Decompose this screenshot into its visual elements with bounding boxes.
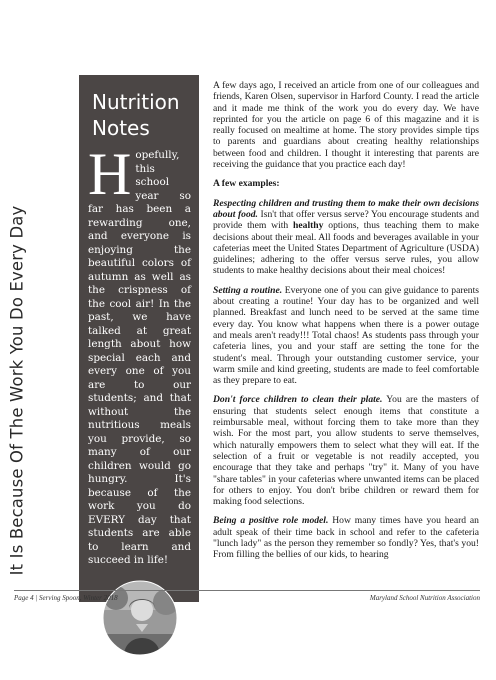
nutrition-notes-sidebar <box>79 75 199 679</box>
section-clean-plate-text: You are the masters of ensuring that students select enough items that constitute a reimbursable meal, without forcing them to take more than they wish. For the most part, you allow students to serve themselves, which naturally empowers them to select what they will eat. If the selection of a fruit or vegetable is not readily accepted, you encourage that they take and perhaps "try" it. Many of you have "share tables" in your cafeterias where unwanted items can be placed for others to enjoy. You don't bribe children or reward them for making food selections. <box>213 394 479 508</box>
intro-paragraph: A few days ago, I received an article from one of our colleagues and friends, Karen Olsen, supervisor in Harford County. I read the article and it made me think of the work you do every day. We have reprinted for you the article on page 6 of this magazine and it is really focused on mealtime at home. The story provides simple tips to parents and guardians about creating healthy relationships between food and children. I thought it interesting that parents are receiving the guidance that you practice each day! <box>213 80 479 171</box>
section-routine-heading: Setting a routine. <box>213 284 283 296</box>
caption-name: Maria Caplon, R.D., L.D. <box>101 662 178 670</box>
section-role-model <box>213 515 479 560</box>
section-respecting-heading: Respecting children and trusting them to make their own decisions about food. <box>213 197 479 220</box>
section-role-model-heading: Being a positive role model. <box>213 515 329 527</box>
footer-right: Maryland School Nutrition Association <box>369 594 480 602</box>
section-respecting-text-b: options, thus teaching them to make decisions about their meal. All foods and beverages available in your cafeterias meet the United States Department of Agriculture (USDA) guidelines; adhering to the offer versus serve rules, you allow students to make healthy decisions about their meal choices! <box>213 220 479 277</box>
sidebar-text: opefully, this school year so far has been a rewarding one, and everyone is enjoying the beautiful colors of autumn as well as the crispness of the cool air! In the past, we have talked at great length about how special each and every one of you are to our students; and that without the nutritious meals you provide, so many of our children would go hungry. It's because of the work you do EVERY day that students are able to learn and succeed in life! <box>88 149 191 566</box>
section-routine <box>213 285 479 387</box>
sidebar-title-line1: Nutrition <box>92 90 180 114</box>
section-clean-plate-heading: Don't force children to clean their plate. <box>213 394 383 406</box>
vertical-title-text: It Is Because Of The Work You Do Every Day <box>7 205 27 575</box>
section-clean-plate <box>213 394 479 507</box>
section-role-model-text: How many times have you heard an adult speak of their time back in school and refer to the cafeteria "lunch lady" as the person they remember so fondly? Yes, that's you! From filling the bellies of our kids, to hearing <box>213 515 479 561</box>
section-respecting-text-a: Isn't that offer versus serve? You encourage students and provide them with <box>213 208 479 232</box>
section-respecting-bold: healthy <box>293 220 324 232</box>
vertical-title <box>0 180 34 600</box>
section-respecting <box>213 198 479 277</box>
article-body <box>213 80 479 600</box>
caption-role: MdSNA Nutrition Chair <box>104 671 175 679</box>
page-footer <box>14 590 480 602</box>
sidebar-title-line2: Notes <box>92 116 150 140</box>
sidebar-body <box>88 141 191 568</box>
footer-left: Page 4 | Serving Spoon, Winter 2018 <box>14 594 118 602</box>
section-routine-text: Everyone one of you can give guidance to parents about creating a routine! Your day has to be organized and well planned. Breakfast and lunch need to be served at the same time every day. You know what happens when there is a power outage and meals aren't ready!!! Total chaos! As students pass through your cafeteria lines, you and your staff are setting the tone for the student's meal. Through your outstanding customer service, your warm smile and kind greeting, students are made to feel comfortable as they prepare to eat. <box>213 284 479 387</box>
author-caption <box>88 662 191 680</box>
examples-heading: A few examples: <box>213 178 280 190</box>
drop-cap: H <box>88 141 132 207</box>
sidebar-title <box>92 89 191 141</box>
